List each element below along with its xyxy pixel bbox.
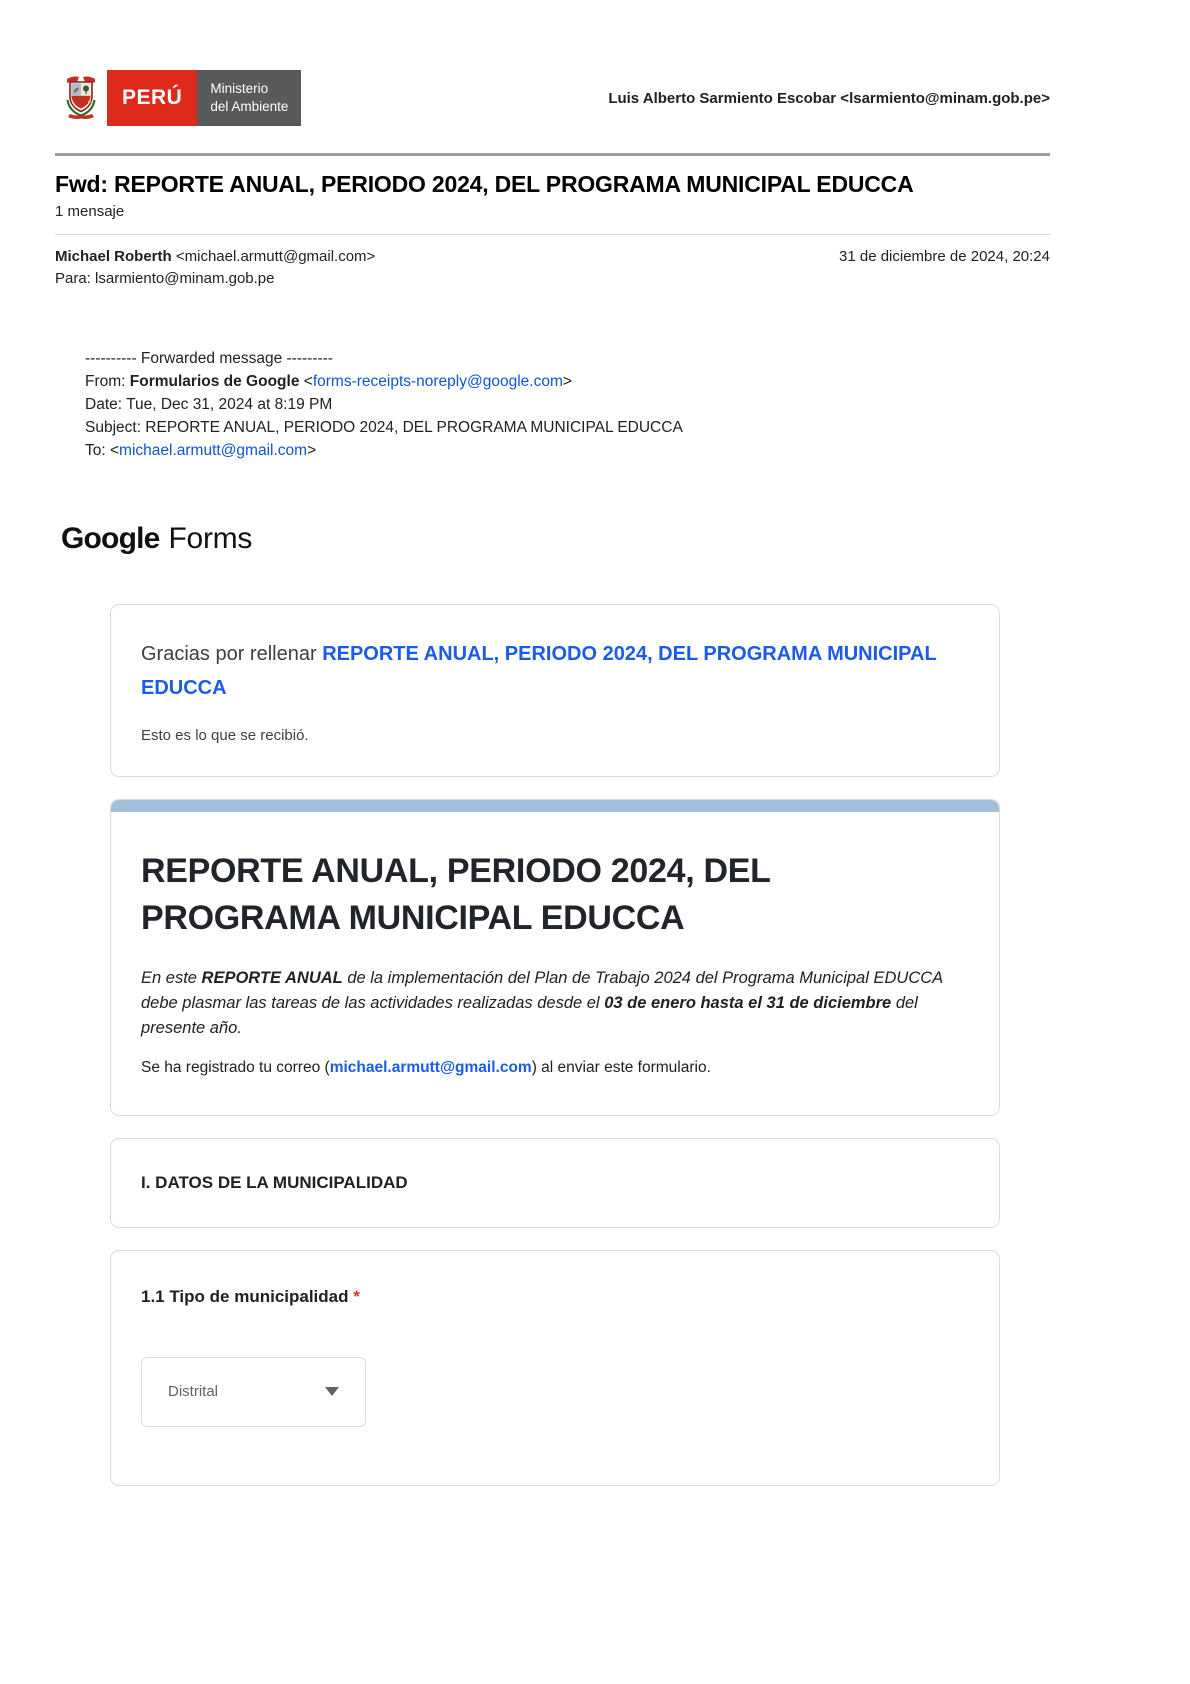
- forwarded-message-block: [85, 347, 1135, 462]
- forwarded-from-email-link[interactable]: forms-receipts-noreply@google.com: [312, 373, 563, 390]
- form-title: REPORTE ANUAL, PERIODO 2024, DEL PROGRAMA MUNICIPAL EDUCCA: [141, 852, 770, 937]
- form-response-card: [110, 799, 1000, 1116]
- question-card: [110, 1250, 1000, 1486]
- logo-country-label: PERÚ: [122, 86, 183, 109]
- section-card: [110, 1138, 1000, 1228]
- sender-address: <michael.armutt@gmail.com>: [171, 248, 376, 265]
- chevron-down-icon: [325, 1387, 339, 1396]
- message-date: 31 de diciembre de 2024, 20:24: [839, 248, 1050, 265]
- logo-ministry-line2: del Ambiente: [210, 99, 289, 114]
- forwarded-from-name: Formularios de Google: [129, 373, 300, 390]
- form-title-link[interactable]: REPORTE ANUAL, PERIODO 2024, DEL PROGRAMA MUNICIPAL EDUCCA: [141, 643, 937, 699]
- recipient-line: Para: lsarmiento@minam.gob.pe: [55, 270, 275, 287]
- thanks-message: Gracias por rellenar REPORTE ANUAL, PERIODO 2024, DEL PROGRAMA MUNICIPAL EDUCCA: [141, 643, 937, 699]
- google-wordmark: Google: [61, 522, 160, 555]
- sender-identity: [55, 248, 375, 265]
- logo-country-block: [107, 70, 197, 126]
- forwarded-to-line: To: <michael.armutt@gmail.com>: [85, 442, 317, 459]
- registered-email-link[interactable]: michael.armutt@gmail.com: [329, 1058, 532, 1076]
- thread-divider: [55, 234, 1050, 235]
- forms-wordmark: Forms: [168, 522, 253, 555]
- form-description: En este REPORTE ANUAL de la implementación del Plan de Trabajo 2024 del Programa Municipal EDUCCA debe plasmar las tareas de las actividades realizadas desde el 03 de enero hasta el 31 de diciembre del presente año.: [141, 968, 943, 1037]
- thanks-card: [110, 604, 1000, 777]
- forwarded-to-email-link[interactable]: michael.armutt@gmail.com: [119, 442, 308, 459]
- forwarded-divider: ---------- Forwarded message ---------: [85, 350, 333, 367]
- forwarded-from-line: From: Formularios de Google <forms-receipts-noreply@google.com>: [85, 373, 572, 390]
- section-title: I. DATOS DE LA MUNICIPALIDAD: [141, 1172, 408, 1192]
- message-count: 1 mensaje: [55, 203, 125, 220]
- dropdown-selected-value: Distrital: [168, 1383, 219, 1401]
- registered-email-note: Se ha registrado tu correo (michael.armutt@gmail.com) al enviar este formulario.: [141, 1058, 711, 1076]
- logo-ministry-block: [197, 70, 301, 126]
- peru-coat-of-arms-icon: [55, 70, 107, 126]
- google-forms-logo: [61, 522, 1135, 556]
- sender-name: Michael Roberth: [55, 248, 172, 265]
- question-label: 1.1 Tipo de municipalidad *: [141, 1286, 360, 1306]
- forwarded-date-line: Date: Tue, Dec 31, 2024 at 8:19 PM: [85, 396, 333, 413]
- masthead: [55, 70, 1050, 126]
- header-divider: [55, 153, 1050, 156]
- municipality-type-dropdown[interactable]: [141, 1357, 366, 1427]
- forwarded-subject-line: Subject: REPORTE ANUAL, PERIODO 2024, DEL PROGRAMA MUNICIPAL EDUCCA: [85, 419, 683, 436]
- required-asterisk: *: [353, 1286, 360, 1306]
- email-subject-title: Fwd: REPORTE ANUAL, PERIODO 2024, DEL PROGRAMA MUNICIPAL EDUCCA: [55, 171, 914, 197]
- sender-row: [55, 248, 1050, 265]
- account-owner-email: Luis Alberto Sarmiento Escobar <lsarmiento@minam.gob.pe>: [608, 89, 1050, 107]
- form-accent-bar: [111, 800, 999, 812]
- minam-logo: [55, 70, 301, 126]
- received-note: Esto es lo que se recibió.: [141, 727, 309, 744]
- logo-ministry-line1: Ministerio: [210, 81, 269, 97]
